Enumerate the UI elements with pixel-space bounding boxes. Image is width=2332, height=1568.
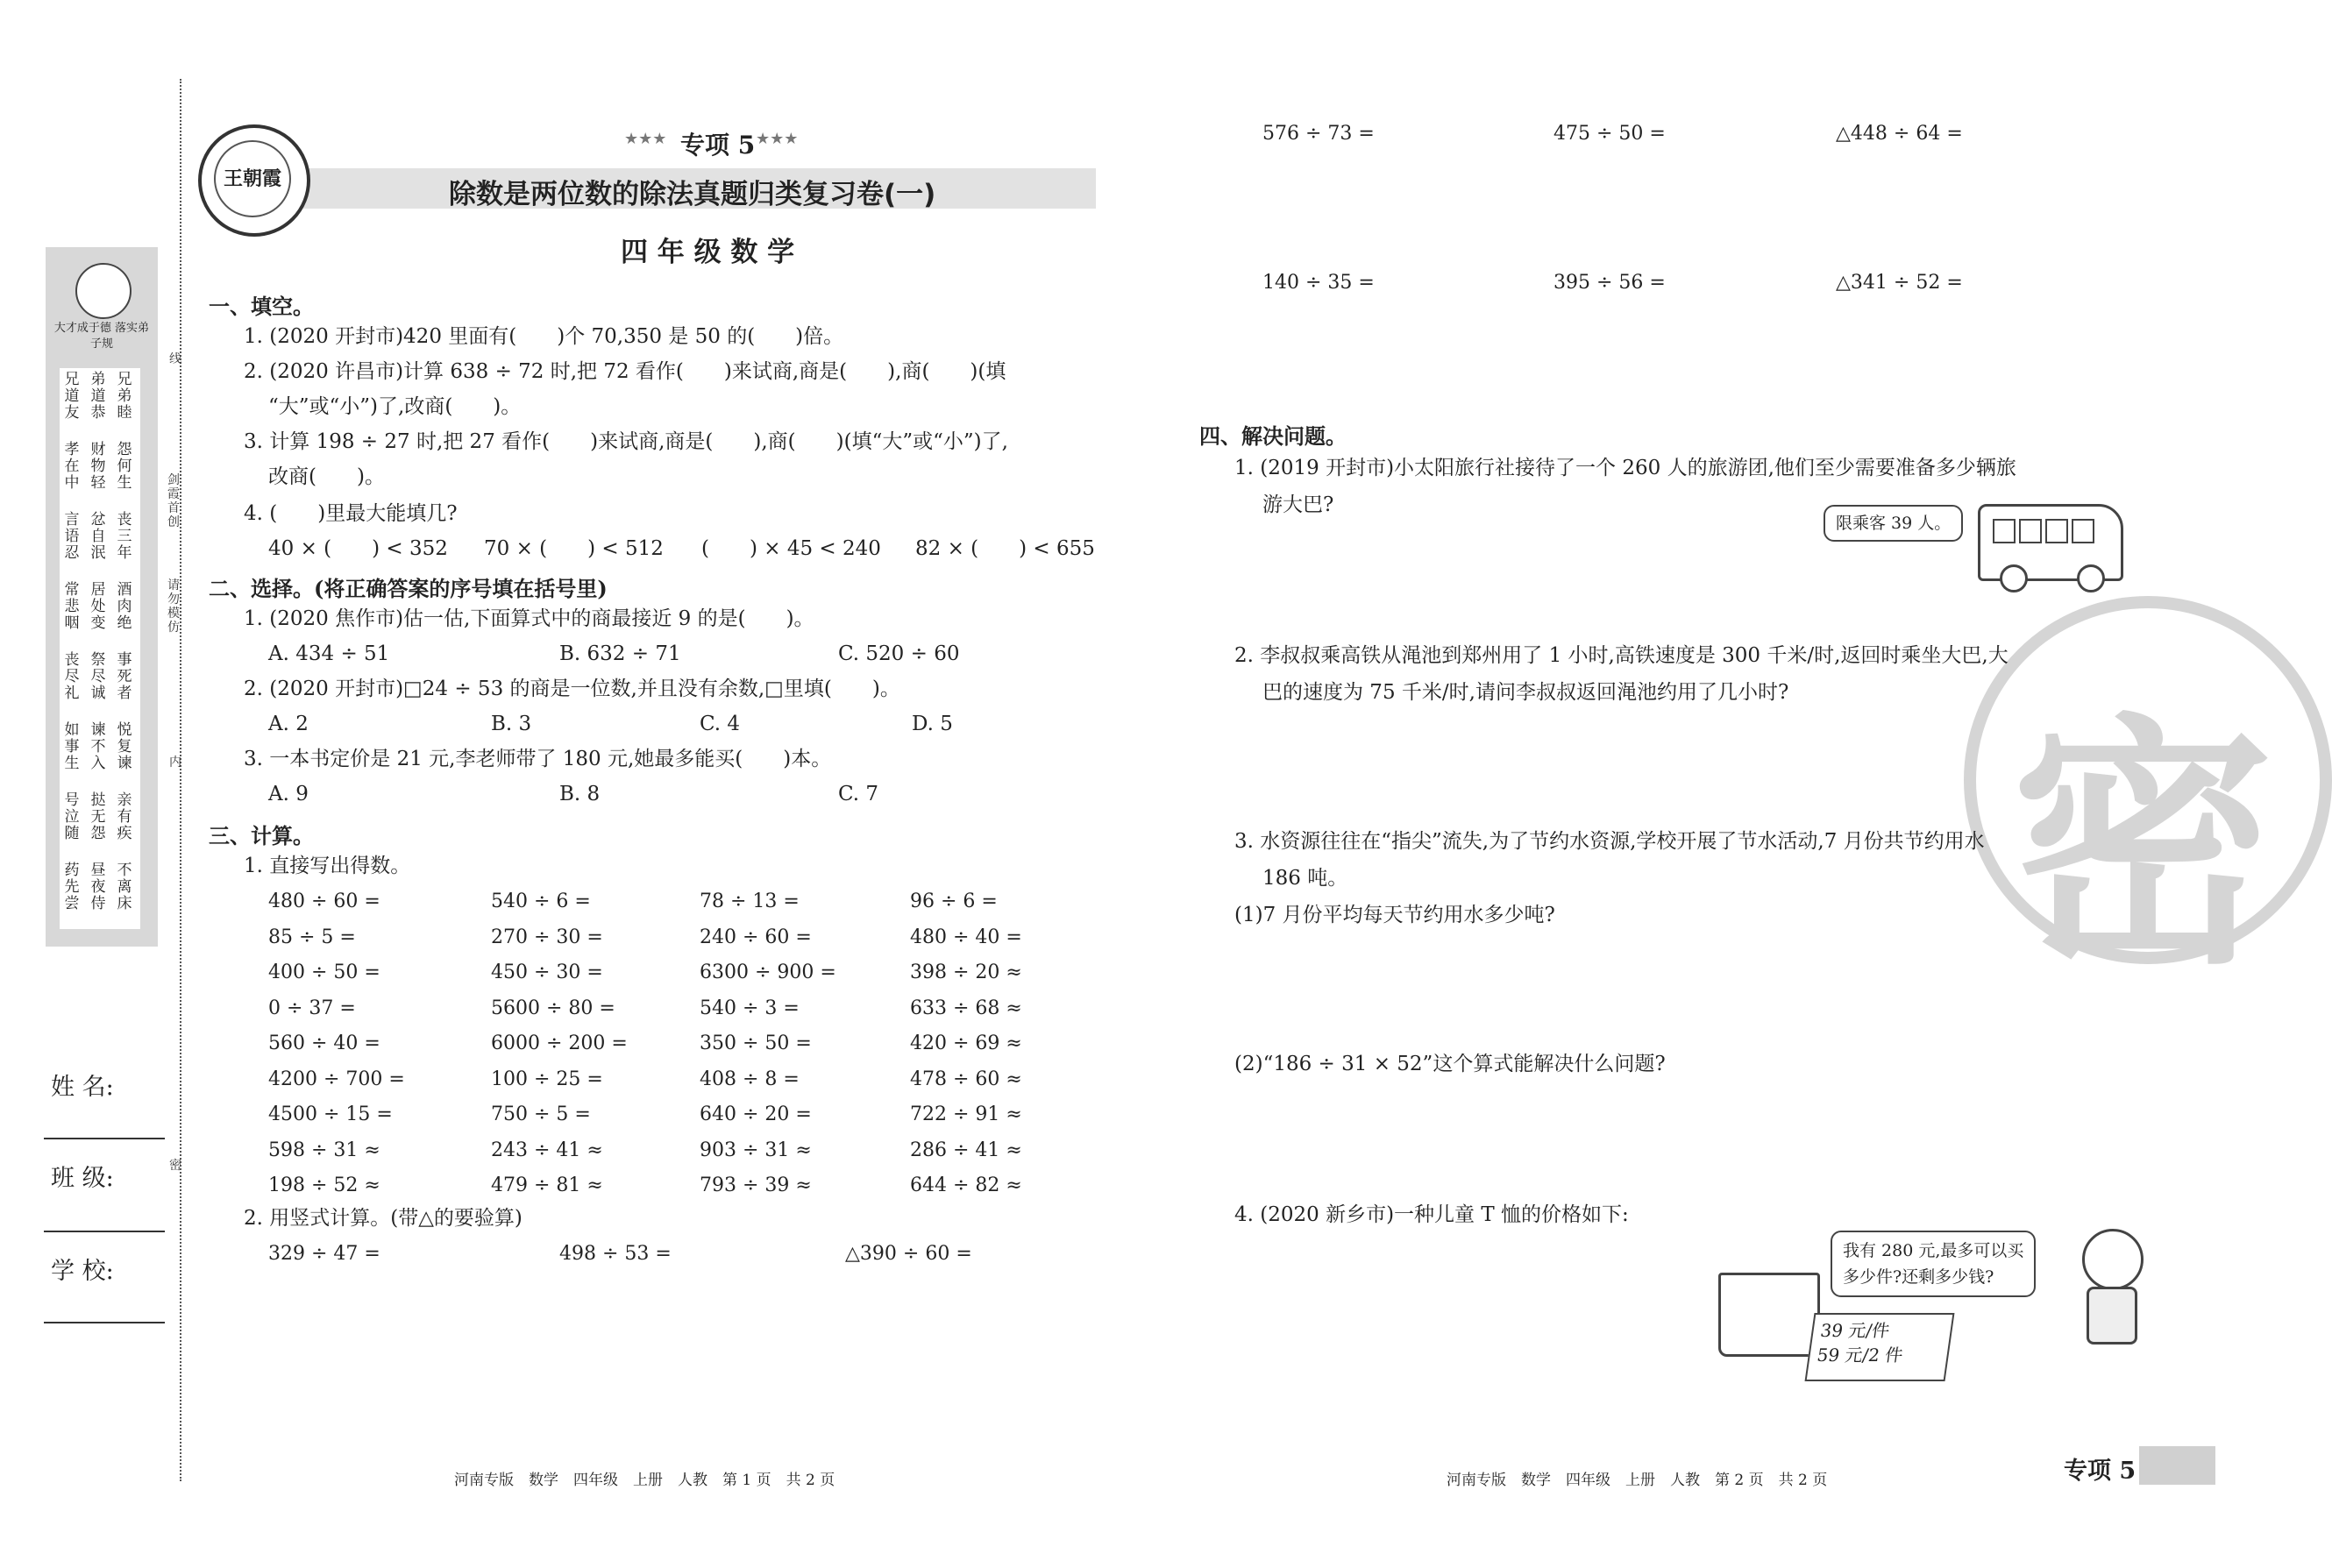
poem-column: 常悲咽 xyxy=(64,581,80,632)
poem-column: 号泣随 xyxy=(64,791,80,842)
s1-q4-item: 70 × ( ) < 512 xyxy=(484,537,664,560)
poem-column: 怨何生 xyxy=(117,441,132,492)
s2-q1-option: B. 632 ÷ 71 xyxy=(559,642,681,665)
s2-q2-option: A. 2 xyxy=(268,713,309,735)
oral-calc-item: 540 ÷ 6 = xyxy=(491,890,591,912)
section1-heading: 一、填空。 xyxy=(209,294,314,319)
oral-calc-item: 560 ÷ 40 = xyxy=(268,1032,380,1054)
stars-left: ★★★ xyxy=(624,130,667,148)
s4-q2a: 2. 李叔叔乘高铁从渑池到郑州用了 1 小时,高铁速度是 300 千米/时,返回时乘坐大巴,大 xyxy=(1234,644,2009,667)
s1-q3a: 3. 计算 198 ÷ 27 时,把 27 看作( )来试商,商是( ),商( )(填“大”或“小”)了, xyxy=(244,430,1008,453)
price-pair: 59 元/2 件 xyxy=(1816,1345,1905,1366)
name-label: 姓 名: xyxy=(51,1074,114,1101)
s4-q3a: 3. 水资源往往在“指尖”流失,为了节约水资源,学校开展了节水活动,7 月份共节约用水 xyxy=(1234,830,1985,853)
binding-dotted-line xyxy=(180,79,181,1481)
vertical-calc-item: 140 ÷ 35 = xyxy=(1262,272,1375,294)
section3-heading: 三、计算。 xyxy=(209,823,314,848)
series-tab: 专项 5 xyxy=(2064,1458,2136,1485)
scholar-figure-icon xyxy=(75,263,132,319)
s2-q3: 3. 一本书定价是 21 元,李老师带了 180 元,她最多能买( )本。 xyxy=(244,748,832,770)
oral-calc-item: 398 ÷ 20 ≈ xyxy=(910,961,1022,983)
poem-column: 酒肉绝 xyxy=(117,581,132,632)
class-field-line[interactable] xyxy=(44,1231,165,1232)
s1-q4-item: ( ) × 45 < 240 xyxy=(701,537,881,560)
poem-column: 祭尽诚 xyxy=(90,651,106,702)
oral-calc-item: 793 ÷ 39 ≈ xyxy=(700,1174,812,1196)
poem-column: 孝在中 xyxy=(64,441,80,492)
oral-calc-item: 750 ÷ 5 = xyxy=(491,1103,591,1125)
oral-calc-item: 450 ÷ 30 = xyxy=(491,961,603,983)
school-field-line[interactable] xyxy=(44,1322,165,1323)
binding-note-line: 线 xyxy=(169,352,181,366)
vertical-calc-item: △341 ÷ 52 = xyxy=(1836,272,1963,294)
class-label: 班 级: xyxy=(51,1165,114,1192)
poem-column: 不离床 xyxy=(117,862,132,912)
logo-text: 王朝霞 xyxy=(214,140,291,217)
oral-calc-item: 722 ÷ 91 ≈ xyxy=(910,1103,1022,1125)
page-title: 除数是两位数的除法真题归类复习卷(一) xyxy=(449,179,936,210)
oral-calc-item: 198 ÷ 52 ≈ xyxy=(268,1174,380,1196)
vertical-calc-item: △390 ÷ 60 = xyxy=(845,1243,972,1265)
s1-q4-item: 40 × ( ) < 352 xyxy=(268,537,448,560)
oral-calc-item: 903 ÷ 31 ≈ xyxy=(700,1139,812,1161)
s4-q2b: 巴的速度为 75 千米/时,请问李叔叔返回渑池约用了几小时? xyxy=(1262,681,1789,704)
s4-q3b: 186 吨。 xyxy=(1262,867,1348,890)
vertical-calc-item: 498 ÷ 53 = xyxy=(559,1243,672,1265)
s3-sub1: 1. 直接写出得数。 xyxy=(244,855,411,877)
brand-logo xyxy=(198,124,310,237)
name-field-line[interactable] xyxy=(44,1138,165,1139)
binding-note-copy: 请勿模仿 xyxy=(167,578,180,635)
poem-column: 悦复谏 xyxy=(117,721,132,772)
poem-column: 谏不入 xyxy=(90,721,106,772)
s3-sub2: 2. 用竖式计算。(带△的要验算) xyxy=(244,1207,523,1230)
s2-q1-option: A. 434 ÷ 51 xyxy=(268,642,390,665)
oral-calc-item: 85 ÷ 5 = xyxy=(268,926,356,948)
poem-column: 兄道友 xyxy=(64,371,80,422)
poem-column: 丧尽礼 xyxy=(64,651,80,702)
sidebar-poem xyxy=(60,368,140,929)
poem-column: 忿自泯 xyxy=(90,511,106,562)
oral-calc-item: 6000 ÷ 200 = xyxy=(491,1032,628,1054)
binding-note-secret: 密 xyxy=(169,1159,181,1173)
oral-calc-item: 480 ÷ 40 = xyxy=(910,926,1022,948)
kid-speech-line2: 多少件?还剩多少钱? xyxy=(1843,1267,1994,1287)
sidebar-motto: 大才成于德 落实弟子规 xyxy=(53,322,150,351)
child-body-icon xyxy=(2087,1287,2137,1345)
series-tab-bg xyxy=(2139,1446,2215,1485)
s4-q3-part2: (2)“186 ÷ 31 × 52”这个算式能解决什么问题? xyxy=(1234,1053,1666,1075)
poem-column: 弟道恭 xyxy=(90,371,106,422)
vertical-calc-item: △448 ÷ 64 = xyxy=(1836,123,1963,145)
poem-column: 药先尝 xyxy=(64,862,80,912)
s2-q1-option: C. 520 ÷ 60 xyxy=(838,642,960,665)
s1-q2a: 2. (2020 许昌市)计算 638 ÷ 72 时,把 72 看作( )来试商,商是( ),商( )(填 xyxy=(244,360,1006,383)
page-subtitle: 四 年 级 数 学 xyxy=(621,237,795,268)
s2-q2-option: D. 5 xyxy=(912,713,953,735)
kid-speech-bubble xyxy=(1831,1231,2036,1297)
s2-q2: 2. (2020 开封市)□24 ÷ 53 的商是一位数,并且没有余数,□里填( )。 xyxy=(244,678,900,700)
price-tag xyxy=(1805,1313,1955,1381)
oral-calc-item: 240 ÷ 60 = xyxy=(700,926,812,948)
s2-q3-option: B. 8 xyxy=(559,783,601,805)
series-label: 专项 5 xyxy=(680,131,756,160)
poem-column: 言语忍 xyxy=(64,511,80,562)
footer-left: 河南专版 数学 四年级 上册 人教 第 1 页 共 2 页 xyxy=(454,1472,835,1489)
oral-calc-item: 4200 ÷ 700 = xyxy=(268,1068,405,1090)
bus-capacity-note: 限乘客 39 人。 xyxy=(1824,505,1963,542)
s1-q4-item: 82 × ( ) < 655 xyxy=(915,537,1095,560)
s4-q3-part1: (1)7 月份平均每天节约用水多少吨? xyxy=(1234,904,1555,926)
section2-heading: 二、选择。(将正确答案的序号填在括号里) xyxy=(209,576,608,601)
oral-calc-item: 100 ÷ 25 = xyxy=(491,1068,603,1090)
oral-calc-item: 633 ÷ 68 ≈ xyxy=(910,997,1022,1019)
oral-calc-item: 598 ÷ 31 ≈ xyxy=(268,1139,380,1161)
vertical-calc-item: 329 ÷ 47 = xyxy=(268,1243,380,1265)
poem-column: 兄弟睦 xyxy=(117,371,132,422)
poem-column: 如事生 xyxy=(64,721,80,772)
binding-note-inner: 内 xyxy=(169,756,181,770)
oral-calc-item: 540 ÷ 3 = xyxy=(700,997,800,1019)
oral-calc-item: 640 ÷ 20 = xyxy=(700,1103,812,1125)
oral-calc-item: 0 ÷ 37 = xyxy=(268,997,356,1019)
oral-calc-item: 644 ÷ 82 ≈ xyxy=(910,1174,1022,1196)
vertical-calc-item: 395 ÷ 56 = xyxy=(1553,272,1666,294)
stamp-char: 密 xyxy=(2011,693,2274,999)
oral-calc-item: 400 ÷ 50 = xyxy=(268,961,380,983)
oral-calc-item: 478 ÷ 60 ≈ xyxy=(910,1068,1022,1090)
poem-column: 事死者 xyxy=(117,651,132,702)
s4-q1b: 游大巴? xyxy=(1262,493,1334,516)
kid-speech-line1: 我有 280 元,最多可以买 xyxy=(1843,1241,2024,1260)
s4-q4: 4. (2020 新乡市)一种儿童 T 恤的价格如下: xyxy=(1234,1203,1629,1226)
stars-right: ★★★ xyxy=(756,130,799,148)
oral-calc-item: 6300 ÷ 900 = xyxy=(700,961,836,983)
child-figure-icon xyxy=(2082,1229,2144,1290)
s1-q3b: 改商( )。 xyxy=(268,465,385,488)
s4-q1a: 1. (2019 开封市)小太阳旅行社接待了一个 260 人的旅游团,他们至少需要准备多少辆旅 xyxy=(1234,457,2016,479)
s1-q4: 4. ( )里最大能填几? xyxy=(244,502,458,525)
poem-column: 挞无怨 xyxy=(90,791,106,842)
poem-column: 财物轻 xyxy=(90,441,106,492)
oral-calc-item: 78 ÷ 13 = xyxy=(700,890,800,912)
s2-q1: 1. (2020 焦作市)估一估,下面算式中的商最接近 9 的是( )。 xyxy=(244,607,814,630)
s2-q3-option: A. 9 xyxy=(268,783,309,805)
s1-q1: 1. (2020 开封市)420 里面有( )个 70,350 是 50 的( )倍。 xyxy=(244,325,844,348)
oral-calc-item: 350 ÷ 50 = xyxy=(700,1032,812,1054)
section4-heading: 四、解决问题。 xyxy=(1199,423,1347,449)
oral-calc-item: 96 ÷ 6 = xyxy=(910,890,998,912)
vertical-calc-item: 475 ÷ 50 = xyxy=(1553,123,1666,145)
oral-calc-item: 420 ÷ 69 ≈ xyxy=(910,1032,1022,1054)
poem-column: 昼夜侍 xyxy=(90,862,106,912)
tshirt-icon xyxy=(1718,1273,1820,1357)
watermark-stamp xyxy=(1964,596,2332,999)
school-label: 学 校: xyxy=(51,1258,114,1285)
oral-calc-item: 243 ÷ 41 ≈ xyxy=(491,1139,603,1161)
s1-q2b: “大”或“小”)了,改商( )。 xyxy=(268,395,522,418)
oral-calc-item: 479 ÷ 81 ≈ xyxy=(491,1174,603,1196)
s2-q2-option: C. 4 xyxy=(700,713,741,735)
binding-note-original: 剑霞首创 xyxy=(167,473,180,529)
poem-column: 居处变 xyxy=(90,581,106,632)
oral-calc-item: 5600 ÷ 80 = xyxy=(491,997,615,1019)
oral-calc-item: 480 ÷ 60 = xyxy=(268,890,380,912)
footer-right: 河南专版 数学 四年级 上册 人教 第 2 页 共 2 页 xyxy=(1447,1472,1828,1489)
poem-column: 亲有疾 xyxy=(117,791,132,842)
poem-column: 丧三年 xyxy=(117,511,132,562)
oral-calc-item: 4500 ÷ 15 = xyxy=(268,1103,393,1125)
price-single: 39 元/件 xyxy=(1818,1320,1891,1341)
vertical-calc-item: 576 ÷ 73 = xyxy=(1262,123,1375,145)
s2-q3-option: C. 7 xyxy=(838,783,879,805)
s2-q2-option: B. 3 xyxy=(491,713,532,735)
tour-bus-icon xyxy=(1978,504,2123,581)
oral-calc-item: 286 ÷ 41 ≈ xyxy=(910,1139,1022,1161)
oral-calc-item: 408 ÷ 8 = xyxy=(700,1068,800,1090)
oral-calc-item: 270 ÷ 30 = xyxy=(491,926,603,948)
